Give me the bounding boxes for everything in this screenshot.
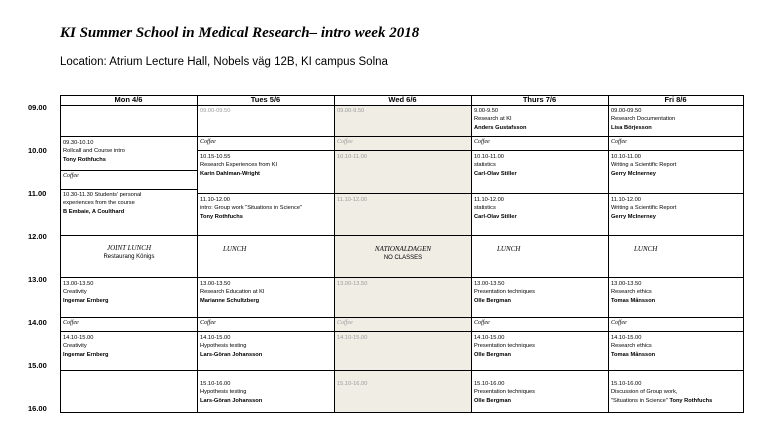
header-divider	[60, 105, 744, 106]
time-label: 15.00	[28, 361, 47, 370]
session-cell: 11.10-12.00 Writing a Scientific Report Gerry McInerney	[611, 197, 677, 220]
coffee-break: Coffee	[611, 320, 627, 326]
coffee-break: Coffee	[63, 320, 79, 326]
session-cell: 11.10-12.00 statistics Carl-Olav Stiller	[474, 197, 517, 220]
time-label: 11.00	[28, 189, 47, 198]
session-cell: 14.10-15.00 Creativity Ingemar Ernberg	[63, 335, 109, 358]
row-divider	[197, 193, 744, 194]
session-cell: 09.00-9.50	[337, 108, 365, 114]
row-divider	[197, 150, 744, 151]
time-label: 09.00	[28, 103, 47, 112]
session-cell: 11.10-12.00 intro: Group work "Situations in Science" Tony Rothfuchs	[200, 197, 303, 220]
schedule-table	[60, 95, 744, 413]
day-header: Thurs 7/6	[522, 95, 557, 104]
coffee-break: Coffee	[611, 139, 627, 145]
row-divider	[60, 331, 744, 332]
row-divider	[60, 317, 744, 318]
coffee-break: Coffee	[200, 139, 216, 145]
coffee-break: Coffee	[337, 320, 353, 326]
session-cell: 14.10-15.00 Research ethics Tomas Månsson	[611, 335, 656, 358]
session-cell: 13.00-13.50	[337, 281, 368, 287]
session-cell: 11.10-12.00	[337, 197, 367, 203]
session-cell: 10.10-11.00	[337, 154, 367, 160]
session-cell: 9.00-9.50 Research at KI Anders Gustafsson	[474, 108, 527, 131]
lunch-cell: LUNCH	[634, 245, 658, 253]
coffee-break: Coffee	[337, 139, 353, 145]
page-title: KI Summer School in Medical Research– intro week 2018	[60, 25, 420, 41]
holiday-cell: NATIONALDAGEN NO CLASSES	[374, 245, 432, 261]
session-cell: 15.10-16.00 Hypothesis testing Lars-Göran Johansson	[200, 381, 263, 404]
coffee-break: Coffee	[474, 139, 490, 145]
session-cell: 10.15-10.55 Research Experiences from KI Karin Dahlman-Wright	[200, 154, 278, 177]
session-cell: 15.10-16.00 Presentation techniques Olle Bergman	[474, 381, 536, 404]
location-text: Location: Atrium Lecture Hall, Nobels väg 12B, KI campus Solna	[60, 56, 388, 68]
time-label: 10.00	[28, 146, 47, 155]
day-header: Tues 5/6	[250, 95, 281, 104]
session-cell: 14.10-15.00 Hypothesis testing Lars-Göran Johansson	[200, 335, 263, 358]
row-divider	[60, 170, 197, 171]
row-divider	[197, 136, 744, 137]
session-cell: 10.10-11.00 Writing a Scientific Report Gerry McInerney	[611, 154, 677, 177]
coffee-break: Coffee	[474, 320, 490, 326]
row-divider	[60, 189, 197, 190]
row-divider	[60, 277, 744, 278]
lunch-cell: JOINT LUNCH Restaurang Königs	[103, 244, 155, 260]
row-divider	[60, 235, 744, 236]
day-header: Mon 4/6	[114, 95, 143, 104]
session-cell: 10.10-11.00 statistics Carl-Olav Stiller	[474, 154, 517, 177]
session-cell: 15.10-16.00 Discussion of Group work, "Situations in Science" Tony Rothfuchs	[611, 381, 713, 404]
session-cell: 09.00-09.50	[200, 108, 231, 114]
time-label: 16.00	[28, 404, 47, 413]
row-divider	[60, 370, 744, 371]
session-cell: 09.00-09.50 Research Documentation Lisa Börjesson	[611, 108, 676, 131]
lunch-cell: LUNCH	[223, 245, 247, 253]
session-cell: 09.30-10.10 Rollcall and Course intro Tony Rothfuchs	[63, 140, 125, 163]
session-cell: 13.00-13.50 Research ethics Tomas Månsson	[611, 281, 656, 304]
time-label: 13.00	[28, 275, 47, 284]
session-cell: 15.10-16.00	[337, 381, 368, 387]
lunch-cell: LUNCH	[497, 245, 521, 253]
row-divider	[60, 136, 197, 137]
day-header: Wed 6/6	[388, 95, 417, 104]
session-cell: 13.00-13.50 Research Education at KI Marianne Schultzberg	[200, 281, 265, 304]
session-cell: 14.10-15.00 Presentation techniques Olle Bergman	[474, 335, 536, 358]
coffee-break: Coffee	[63, 173, 79, 179]
session-cell: 14.10-15.00	[337, 335, 368, 341]
coffee-break: Coffee	[200, 320, 216, 326]
session-cell: 13.00-13.50 Presentation techniques Olle Bergman	[474, 281, 536, 304]
session-cell: 13.00-13.50 Creativity Ingemar Ernberg	[63, 281, 109, 304]
time-label: 12.00	[28, 232, 47, 241]
session-cell: 10.30-11.30 Students’ personal experiences from the course B Embaie, A Coulthard	[63, 192, 142, 215]
time-label: 14.00	[28, 318, 47, 327]
day-header: Fri 8/6	[664, 95, 687, 104]
column-divider	[743, 95, 744, 413]
row-divider	[60, 412, 744, 413]
